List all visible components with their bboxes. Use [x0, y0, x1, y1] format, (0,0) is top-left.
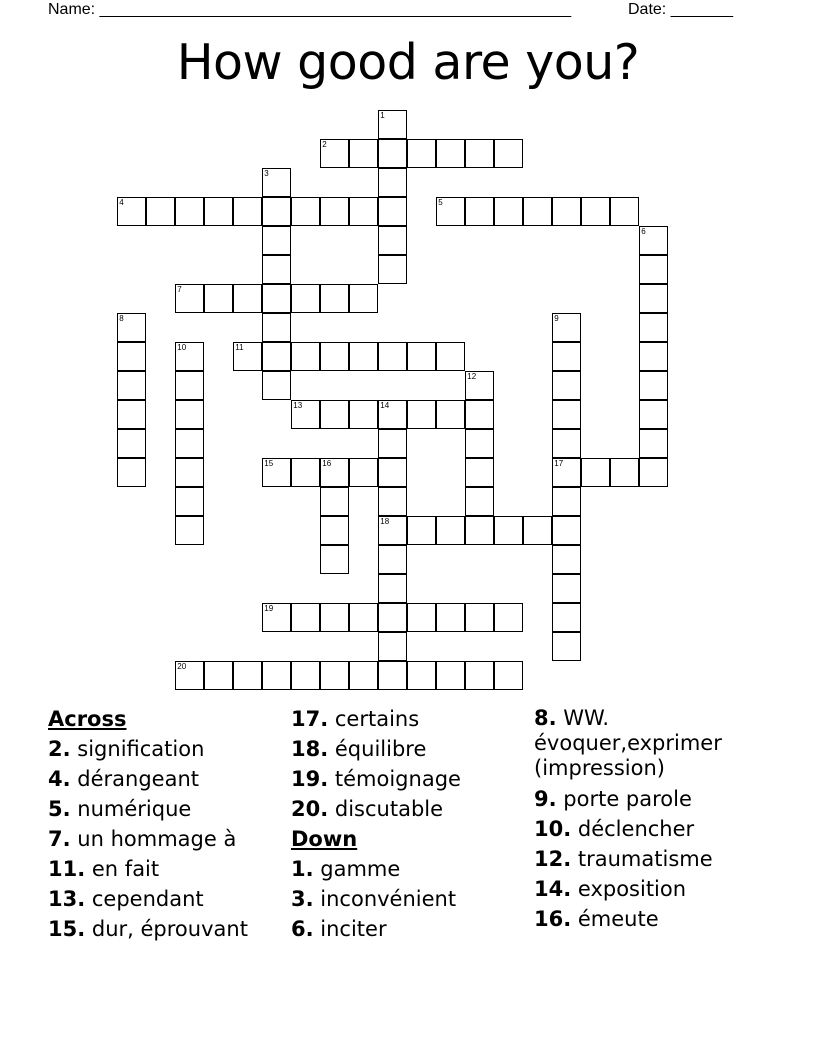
cell-number: 6 — [641, 227, 646, 237]
clue-text: dur, éprouvant — [91, 917, 248, 941]
clue-text: certains — [334, 707, 420, 731]
grid-cell[interactable] — [378, 168, 407, 197]
grid-cell[interactable] — [262, 371, 291, 400]
grid-cell[interactable] — [378, 516, 407, 545]
grid-cell[interactable] — [378, 226, 407, 255]
clue-text: numérique — [77, 797, 192, 821]
grid-cell[interactable] — [117, 371, 146, 400]
grid-cell[interactable] — [639, 284, 668, 313]
clue-number: 9. — [534, 787, 557, 811]
grid-cell[interactable] — [262, 255, 291, 284]
grid-cell[interactable] — [349, 197, 378, 226]
date-field: Date: _______ — [628, 1, 733, 18]
clue-text: dérangeant — [77, 767, 200, 791]
cell-number: 2 — [322, 140, 327, 150]
clue-down-9 — [534, 784, 774, 814]
clue-down-10 — [534, 814, 774, 844]
clue-number: 8. — [534, 706, 557, 730]
grid-cell[interactable] — [552, 574, 581, 603]
cell-number: 20 — [177, 662, 187, 672]
grid-cell[interactable] — [378, 429, 407, 458]
grid-cell[interactable] — [262, 284, 291, 313]
clue-across-17 — [291, 704, 461, 734]
clue-across-15 — [48, 914, 248, 944]
clue-number: 19. — [291, 767, 329, 791]
grid-cell[interactable] — [436, 197, 465, 226]
grid-cell[interactable] — [262, 603, 291, 632]
clue-text: exposition — [577, 877, 687, 901]
grid-cell[interactable] — [349, 342, 378, 371]
grid-cell[interactable] — [465, 661, 494, 690]
grid-cell[interactable] — [291, 197, 320, 226]
grid-cell[interactable] — [494, 661, 523, 690]
grid-cell[interactable] — [320, 197, 349, 226]
clue-down-12 — [534, 844, 774, 874]
clue-across-18 — [291, 734, 461, 764]
grid-cell[interactable] — [175, 429, 204, 458]
clue-text: discutable — [334, 797, 444, 821]
grid-cell[interactable] — [639, 371, 668, 400]
clue-number: 4. — [48, 767, 71, 791]
grid-cell[interactable] — [378, 632, 407, 661]
clue-down-14 — [534, 874, 774, 904]
grid-cell[interactable] — [349, 603, 378, 632]
grid-cell[interactable] — [552, 632, 581, 661]
clue-number: 6. — [291, 917, 314, 941]
grid-cell[interactable] — [465, 458, 494, 487]
clue-number: 20. — [291, 797, 329, 821]
grid-cell[interactable] — [204, 661, 233, 690]
grid-cell[interactable] — [175, 400, 204, 429]
clue-text: témoignage — [334, 767, 461, 791]
clue-number: 13. — [48, 887, 86, 911]
grid-cell[interactable] — [262, 342, 291, 371]
clue-across-20 — [291, 794, 461, 824]
clue-number: 7. — [48, 827, 71, 851]
cell-number: 10 — [177, 343, 187, 353]
cell-number: 1 — [380, 111, 385, 121]
grid-cell[interactable] — [523, 516, 552, 545]
grid-cell[interactable] — [378, 458, 407, 487]
down-heading: Down — [291, 827, 358, 851]
grid-cell[interactable] — [436, 661, 465, 690]
grid-cell[interactable] — [639, 226, 668, 255]
grid-cell[interactable] — [117, 342, 146, 371]
grid-cell[interactable] — [465, 371, 494, 400]
grid-cell[interactable] — [610, 197, 639, 226]
grid-cell[interactable] — [465, 139, 494, 168]
clue-down-3 — [291, 884, 461, 914]
grid-cell[interactable] — [465, 603, 494, 632]
grid-cell[interactable] — [320, 284, 349, 313]
grid-cell[interactable] — [320, 661, 349, 690]
grid-cell[interactable] — [291, 458, 320, 487]
grid-cell[interactable] — [639, 429, 668, 458]
grid-cell[interactable] — [494, 603, 523, 632]
grid-cell[interactable] — [494, 139, 523, 168]
grid-cell[interactable] — [378, 545, 407, 574]
clue-text: un hommage à — [77, 827, 237, 851]
clue-text: émeute — [577, 907, 659, 931]
grid-cell[interactable] — [639, 458, 668, 487]
grid-cell[interactable] — [494, 516, 523, 545]
clue-across-19 — [291, 764, 461, 794]
across-heading: Across — [48, 707, 127, 731]
grid-cell[interactable] — [175, 487, 204, 516]
grid-cell[interactable] — [378, 400, 407, 429]
grid-cell[interactable] — [378, 574, 407, 603]
clue-text: traumatisme — [577, 847, 713, 871]
grid-cell[interactable] — [494, 197, 523, 226]
grid-cell[interactable] — [320, 139, 349, 168]
grid-cell[interactable] — [378, 139, 407, 168]
clue-number: 16. — [534, 907, 572, 931]
clue-text: cependant — [91, 887, 204, 911]
cell-number: 13 — [293, 401, 303, 411]
clue-number: 2. — [48, 737, 71, 761]
grid-cell[interactable] — [117, 197, 146, 226]
clue-text: inconvénient — [320, 887, 457, 911]
clue-number: 17. — [291, 707, 329, 731]
cell-number: 12 — [467, 372, 477, 382]
grid-cell[interactable] — [407, 400, 436, 429]
grid-cell[interactable] — [552, 545, 581, 574]
cell-number: 7 — [177, 285, 182, 295]
grid-cell[interactable] — [349, 284, 378, 313]
grid-cell[interactable] — [523, 197, 552, 226]
grid-cell[interactable] — [291, 661, 320, 690]
grid-cell[interactable] — [639, 342, 668, 371]
clues-column-2 — [291, 704, 461, 944]
grid-cell[interactable] — [436, 516, 465, 545]
grid-cell[interactable] — [291, 284, 320, 313]
grid-cell[interactable] — [175, 342, 204, 371]
grid-cell[interactable] — [175, 197, 204, 226]
grid-cell[interactable] — [436, 603, 465, 632]
grid-cell[interactable] — [175, 458, 204, 487]
grid-cell[interactable] — [552, 516, 581, 545]
cell-number: 19 — [264, 604, 274, 614]
grid-cell[interactable] — [407, 139, 436, 168]
grid-cell[interactable] — [204, 197, 233, 226]
grid-cell[interactable] — [320, 400, 349, 429]
cell-number: 18 — [380, 517, 390, 527]
grid-cell[interactable] — [407, 603, 436, 632]
grid-cell[interactable] — [552, 458, 581, 487]
grid-cell[interactable] — [146, 197, 175, 226]
grid-cell[interactable] — [436, 342, 465, 371]
grid-cell[interactable] — [262, 661, 291, 690]
clue-down-6 — [291, 914, 461, 944]
grid-cell[interactable] — [610, 458, 639, 487]
grid-cell[interactable] — [262, 226, 291, 255]
clue-text: porte parole — [563, 787, 692, 811]
cell-number: 9 — [554, 314, 559, 324]
grid-cell[interactable] — [407, 516, 436, 545]
grid-cell[interactable] — [117, 400, 146, 429]
grid-cell[interactable] — [552, 371, 581, 400]
grid-cell[interactable] — [639, 400, 668, 429]
grid-cell[interactable] — [436, 400, 465, 429]
grid-cell[interactable] — [117, 429, 146, 458]
grid-cell[interactable] — [378, 487, 407, 516]
grid-cell[interactable] — [291, 603, 320, 632]
clue-across-13 — [48, 884, 248, 914]
grid-cell[interactable] — [320, 342, 349, 371]
cell-number: 15 — [264, 459, 274, 469]
grid-cell[interactable] — [233, 661, 262, 690]
clue-across-5 — [48, 794, 248, 824]
clue-number: 3. — [291, 887, 314, 911]
clues-column-3 — [534, 704, 774, 934]
grid-cell[interactable] — [262, 313, 291, 342]
grid-cell[interactable] — [378, 255, 407, 284]
clue-text: équilibre — [334, 737, 427, 761]
grid-cell[interactable] — [233, 284, 262, 313]
grid-cell[interactable] — [320, 545, 349, 574]
cell-number: 3 — [264, 169, 269, 179]
page-title: How good are you? — [176, 34, 640, 91]
grid-cell[interactable] — [175, 516, 204, 545]
grid-cell[interactable] — [407, 342, 436, 371]
cell-number: 8 — [119, 314, 124, 324]
clue-text: déclencher — [577, 817, 695, 841]
grid-cell[interactable] — [320, 516, 349, 545]
clue-across-7 — [48, 824, 248, 854]
grid-cell[interactable] — [436, 139, 465, 168]
grid-cell[interactable] — [378, 603, 407, 632]
grid-cell[interactable] — [204, 284, 233, 313]
clue-down-1 — [291, 854, 461, 884]
cell-number: 14 — [380, 401, 390, 411]
grid-cell[interactable] — [552, 429, 581, 458]
clue-number: 10. — [534, 817, 572, 841]
grid-cell[interactable] — [465, 400, 494, 429]
grid-cell[interactable] — [552, 487, 581, 516]
clue-number: 1. — [291, 857, 314, 881]
grid-cell[interactable] — [320, 458, 349, 487]
cell-number: 5 — [438, 198, 443, 208]
grid-cell[interactable] — [465, 197, 494, 226]
cell-number: 16 — [322, 459, 332, 469]
clue-number: 12. — [534, 847, 572, 871]
grid-cell[interactable] — [262, 197, 291, 226]
grid-cell[interactable] — [378, 661, 407, 690]
grid-cell[interactable] — [291, 342, 320, 371]
grid-cell[interactable] — [552, 197, 581, 226]
grid-cell[interactable] — [581, 197, 610, 226]
grid-cell[interactable] — [552, 313, 581, 342]
cell-number: 17 — [554, 459, 564, 469]
grid-cell[interactable] — [262, 458, 291, 487]
grid-cell[interactable] — [349, 458, 378, 487]
grid-cell[interactable] — [117, 313, 146, 342]
grid-cell[interactable] — [291, 400, 320, 429]
clue-number: 14. — [534, 877, 572, 901]
clue-across-4 — [48, 764, 248, 794]
grid-cell[interactable] — [262, 168, 291, 197]
grid-cell[interactable] — [552, 603, 581, 632]
cell-number: 11 — [235, 343, 244, 353]
grid-cell[interactable] — [320, 603, 349, 632]
clue-number: 15. — [48, 917, 86, 941]
grid-cell[interactable] — [407, 661, 436, 690]
cell-number: 4 — [119, 198, 124, 208]
grid-cell[interactable] — [117, 458, 146, 487]
grid-cell[interactable] — [639, 313, 668, 342]
grid-cell[interactable] — [378, 342, 407, 371]
grid-cell[interactable] — [175, 661, 204, 690]
clue-number: 11. — [48, 857, 86, 881]
grid-cell[interactable] — [349, 400, 378, 429]
clues-column-1 — [48, 704, 248, 944]
grid-cell[interactable] — [465, 516, 494, 545]
grid-cell[interactable] — [581, 458, 610, 487]
grid-cell[interactable] — [233, 342, 262, 371]
grid-cell[interactable] — [349, 139, 378, 168]
clue-text: gamme — [320, 857, 401, 881]
grid-cell[interactable] — [465, 429, 494, 458]
grid-cell[interactable] — [465, 487, 494, 516]
clue-text: en fait — [91, 857, 160, 881]
clue-down-16 — [534, 904, 774, 934]
grid-cell[interactable] — [175, 371, 204, 400]
clue-across-2 — [48, 734, 248, 764]
clue-text: inciter — [320, 917, 387, 941]
grid-cell[interactable] — [349, 661, 378, 690]
name-field: Name: _____________________________________________________ — [48, 1, 572, 18]
clue-number: 5. — [48, 797, 71, 821]
grid-cell[interactable] — [233, 197, 262, 226]
clue-text: WW. évoquer,exprimer (impression) — [534, 706, 722, 780]
grid-cell[interactable] — [552, 400, 581, 429]
clue-down-8 — [534, 704, 774, 784]
grid-cell[interactable] — [320, 487, 349, 516]
clue-across-11 — [48, 854, 248, 884]
grid-cell[interactable] — [175, 284, 204, 313]
grid-cell[interactable] — [378, 197, 407, 226]
grid-cell[interactable] — [639, 255, 668, 284]
clue-number: 18. — [291, 737, 329, 761]
grid-cell[interactable] — [552, 342, 581, 371]
clue-text: signification — [77, 737, 205, 761]
grid-cell[interactable] — [378, 110, 407, 139]
